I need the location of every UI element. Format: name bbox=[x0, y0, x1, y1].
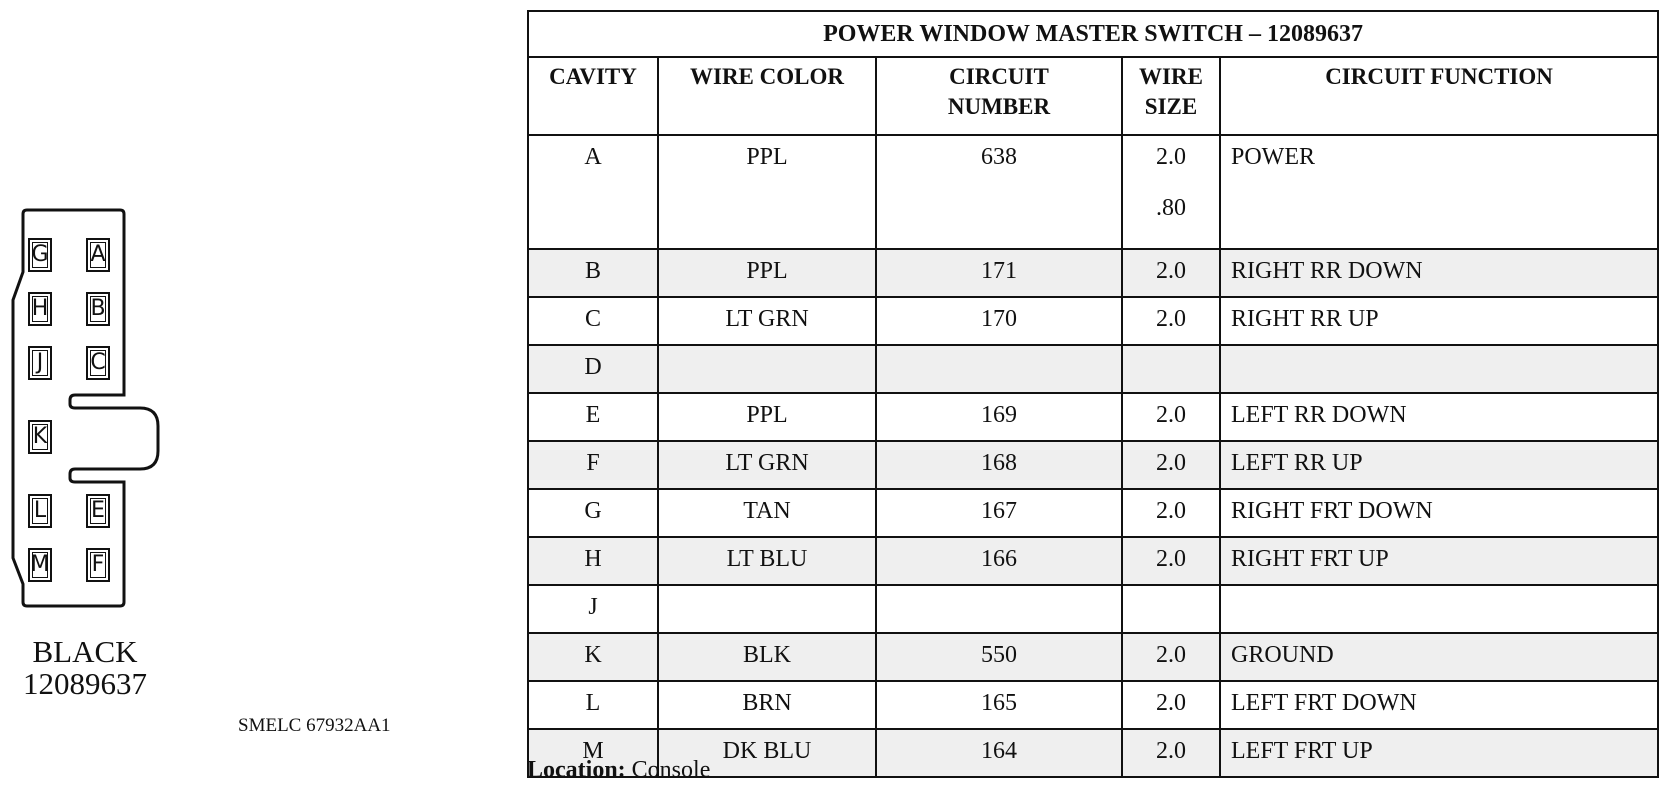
cell-cavity: L bbox=[528, 681, 658, 729]
cell-cavity: K bbox=[528, 633, 658, 681]
header-wire-size: WIRE SIZE bbox=[1122, 57, 1220, 135]
cell-wire-color bbox=[658, 585, 876, 633]
cell-cavity: D bbox=[528, 345, 658, 393]
pin-g: G bbox=[28, 238, 52, 272]
cell-wire-size: 2.0 bbox=[1122, 249, 1220, 297]
cell-circuit-number bbox=[876, 345, 1122, 393]
cell-circuit-function: LEFT RR UP bbox=[1220, 441, 1658, 489]
cell-circuit-number: 165 bbox=[876, 681, 1122, 729]
cell-wire-size: 2.0 bbox=[1122, 633, 1220, 681]
table-row bbox=[528, 681, 1658, 729]
cell-circuit-number: 166 bbox=[876, 537, 1122, 585]
cell-cavity: M bbox=[528, 729, 658, 777]
figure-code: SMELC 67932AA1 bbox=[238, 715, 391, 736]
pinout-table bbox=[527, 10, 1659, 778]
cell-circuit-function: GROUND bbox=[1220, 633, 1658, 681]
cell-circuit-number: 550 bbox=[876, 633, 1122, 681]
connector-diagram bbox=[0, 190, 170, 630]
cell-wire-color: PPL bbox=[658, 249, 876, 297]
cell-wire-size bbox=[1122, 585, 1220, 633]
cell-wire-color: PPL bbox=[658, 393, 876, 441]
cell-circuit-function: RIGHT FRT DOWN bbox=[1220, 489, 1658, 537]
cell-wire-color: PPL bbox=[658, 135, 876, 249]
cell-cavity: A bbox=[528, 135, 658, 249]
header-circuit-number: CIRCUIT NUMBER bbox=[876, 57, 1122, 135]
table-row bbox=[528, 135, 1658, 249]
cell-circuit-function: LEFT RR DOWN bbox=[1220, 393, 1658, 441]
cell-wire-size: 2.0 bbox=[1122, 393, 1220, 441]
cell-wire-size bbox=[1122, 345, 1220, 393]
cell-circuit-number: 164 bbox=[876, 729, 1122, 777]
cell-wire-size: 2.0 bbox=[1122, 489, 1220, 537]
pin-b: B bbox=[86, 292, 110, 326]
pin-j: J bbox=[28, 346, 52, 380]
cell-wire-size-alt: .80 bbox=[1156, 195, 1186, 221]
cell-circuit-function: LEFT FRT UP bbox=[1220, 729, 1658, 777]
table-row bbox=[528, 393, 1658, 441]
location-label: Location: bbox=[527, 757, 626, 783]
cell-wire-color: TAN bbox=[658, 489, 876, 537]
cell-wire-size: 2.0 bbox=[1122, 681, 1220, 729]
pin-a: A bbox=[86, 238, 110, 272]
cell-circuit-number: 169 bbox=[876, 393, 1122, 441]
location-note bbox=[527, 757, 710, 784]
cell-circuit-number: 170 bbox=[876, 297, 1122, 345]
cell-cavity: E bbox=[528, 393, 658, 441]
cell-circuit-number: 171 bbox=[876, 249, 1122, 297]
cell-circuit-function: LEFT FRT DOWN bbox=[1220, 681, 1658, 729]
table-row bbox=[528, 633, 1658, 681]
header-wire-color: WIRE COLOR bbox=[658, 57, 876, 135]
table-row bbox=[528, 537, 1658, 585]
cell-wire-color: LT BLU bbox=[658, 537, 876, 585]
cell-wire-size: 2.0 bbox=[1122, 537, 1220, 585]
table-row bbox=[528, 489, 1658, 537]
connector-color-text: BLACK bbox=[32, 634, 138, 669]
cell-cavity: J bbox=[528, 585, 658, 633]
location-value: Console bbox=[631, 757, 711, 783]
cell-cavity: F bbox=[528, 441, 658, 489]
connector-outline bbox=[0, 190, 170, 630]
cell-cavity: H bbox=[528, 537, 658, 585]
pin-e: E bbox=[86, 494, 110, 528]
pin-m: M bbox=[28, 548, 52, 582]
cell-circuit-number: 168 bbox=[876, 441, 1122, 489]
connector-part-number: 12089637 bbox=[23, 666, 147, 701]
cell-wire-color: LT GRN bbox=[658, 441, 876, 489]
cell-circuit-function: RIGHT FRT UP bbox=[1220, 537, 1658, 585]
cell-wire-size: 2.0 bbox=[1122, 441, 1220, 489]
cell-circuit-function bbox=[1220, 345, 1658, 393]
cell-wire-size: 2.0 .80 bbox=[1122, 135, 1220, 249]
cell-cavity: B bbox=[528, 249, 658, 297]
table-row bbox=[528, 585, 1658, 633]
header-cavity: CAVITY bbox=[528, 57, 658, 135]
pin-f: F bbox=[86, 548, 110, 582]
cell-circuit-number: 638 bbox=[876, 135, 1122, 249]
header-row bbox=[528, 57, 1658, 135]
pin-l: L bbox=[28, 494, 52, 528]
cell-wire-color: DK BLU bbox=[658, 729, 876, 777]
pin-c: C bbox=[86, 346, 110, 380]
cell-circuit-function bbox=[1220, 585, 1658, 633]
cell-wire-color bbox=[658, 345, 876, 393]
table-row bbox=[528, 249, 1658, 297]
cell-circuit-number bbox=[876, 585, 1122, 633]
pin-h: H bbox=[28, 292, 52, 326]
pin-k: K bbox=[28, 420, 52, 454]
cell-wire-color: LT GRN bbox=[658, 297, 876, 345]
cell-cavity: G bbox=[528, 489, 658, 537]
cell-circuit-function: POWER bbox=[1220, 135, 1658, 249]
cell-wire-color: BLK bbox=[658, 633, 876, 681]
cell-circuit-number: 167 bbox=[876, 489, 1122, 537]
cell-cavity: C bbox=[528, 297, 658, 345]
table-row bbox=[528, 297, 1658, 345]
cell-circuit-function: RIGHT RR UP bbox=[1220, 297, 1658, 345]
table-title: POWER WINDOW MASTER SWITCH – 12089637 bbox=[528, 11, 1658, 57]
table-row bbox=[528, 441, 1658, 489]
header-circuit-function: CIRCUIT FUNCTION bbox=[1220, 57, 1658, 135]
connector-label bbox=[10, 636, 160, 700]
cell-wire-size: 2.0 bbox=[1122, 297, 1220, 345]
cell-wire-color: BRN bbox=[658, 681, 876, 729]
cell-circuit-function: RIGHT RR DOWN bbox=[1220, 249, 1658, 297]
table-row bbox=[528, 345, 1658, 393]
cell-wire-size: 2.0 bbox=[1122, 729, 1220, 777]
